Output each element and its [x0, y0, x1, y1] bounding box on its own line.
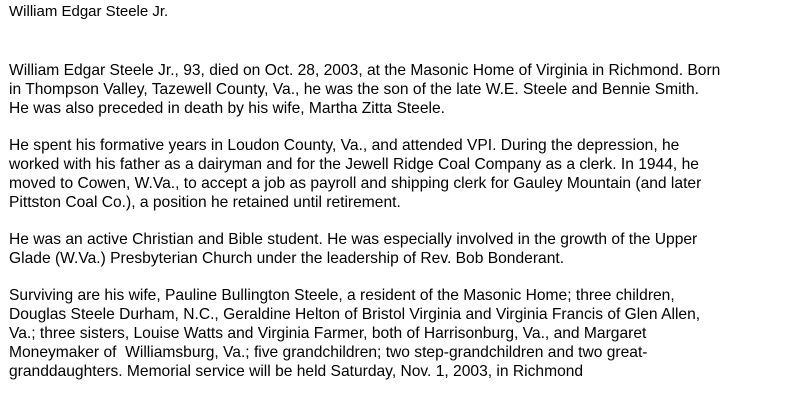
text-line: moved to Cowen, W.Va., to accept a job as payroll and shipping clerk for Gauley Mountain (and later [9, 175, 702, 192]
document-title: William Edgar Steele Jr. [9, 3, 169, 20]
text-line: in Thompson Valley, Tazewell County, Va., he was the son of the late W.E. Steele and Bennie Smith. [9, 81, 699, 98]
text-line: He was an active Christian and Bible student. He was especially involved in the growth of the Upper [9, 231, 698, 248]
paragraph-career [9, 136, 701, 212]
text-line: Glade (W.Va.) Presbyterian Church under the leadership of Rev. Bob Bonderant. [9, 250, 565, 267]
text-line: Va.; three sisters, Louise Watts and Virginia Farmer, both of Harrisonburg, Va., and Margaret [9, 325, 647, 342]
text-line: He was also preceded in death by his wife, Martha Zitta Steele. [9, 100, 445, 117]
text-line: worked with his father as a dairyman and for the Jewell Ridge Coal Company as a clerk. In 1944, he [9, 156, 699, 173]
paragraph-church [9, 230, 697, 268]
text-line: Pittston Coal Co.), a position he retained until retirement. [9, 194, 401, 211]
text-line: Surviving are his wife, Pauline Bullington Steele, a resident of the Masonic Home; three children, [9, 287, 675, 304]
text-line: Moneymaker of Williamsburg, Va.; five grandchildren; two step-grandchildren and two great- [9, 344, 648, 361]
text-line: He spent his formative years in Loudon County, Va., and attended VPI. During the depression, he [9, 137, 680, 154]
text-line: William Edgar Steele Jr., 93, died on Oct. 28, 2003, at the Masonic Home of Virginia in Richmond. Born [9, 62, 721, 79]
text-line: Douglas Steele Durham, N.C., Geraldine Helton of Bristol Virginia and Virginia Francis of Glen Allen, [9, 306, 701, 323]
paragraph-survivors [9, 286, 700, 381]
paragraph-death-notice [9, 61, 720, 118]
text-line: granddaughters. Memorial service will be held Saturday, Nov. 1, 2003, in Richmond [9, 363, 584, 380]
